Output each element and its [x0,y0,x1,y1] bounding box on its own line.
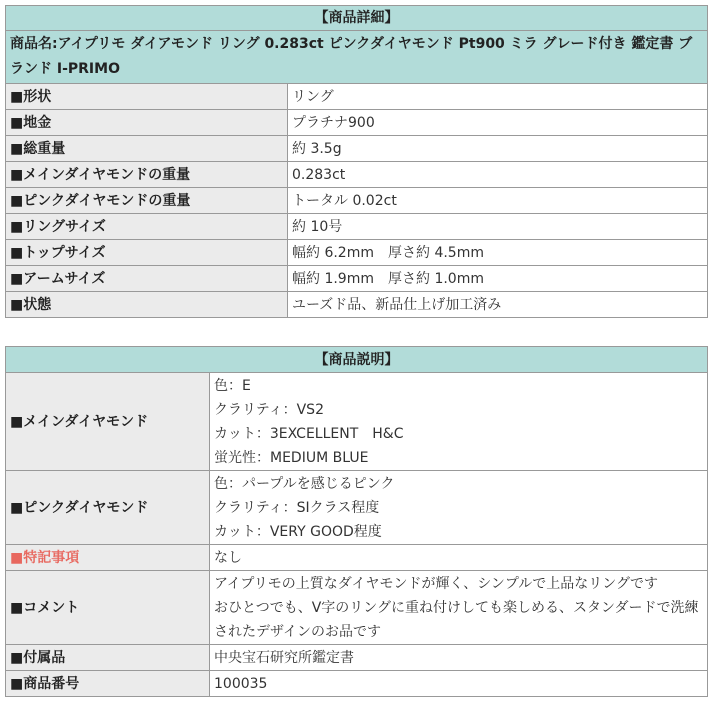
detail-value: 約 3.5g [288,136,708,162]
detail-row-condition [6,292,708,318]
product-details-table [5,5,708,318]
pink-diamond-row [6,471,708,545]
detail-value: 0.283ct [288,162,708,188]
detail-label: ■形状 [6,84,288,110]
main-diamond-clarity: クラリティ：VS2 [214,401,324,418]
comment-line: おひとつでも、V字のリングに重ね付けしても楽しめる、スタンダードで洗練されたデザインのお品です [214,599,699,640]
detail-label: ■ピンクダイヤモンドの重量 [6,188,288,214]
detail-row-arm-size [6,266,708,292]
special-notes-label: ■特記事項 [6,545,210,571]
accessories-row [6,645,708,671]
detail-value: 幅約 1.9mm 厚さ約 1.0mm [288,266,708,292]
detail-row-ring-size [6,214,708,240]
product-description-table [5,346,708,697]
detail-row-main-diamond-weight [6,162,708,188]
details-header: 【商品詳細】 [6,6,708,31]
comment-line: アイプリモの上質なダイヤモンドが輝く、シンプルで上品なリングです [214,575,659,592]
detail-row-total-weight [6,136,708,162]
product-name: 商品名:アイプリモ ダイアモンド リング 0.283ct ピンクダイヤモンド Pt900 ミラ グレード付き 鑑定書 ブランド I-PRIMO [6,31,708,84]
main-diamond-fluorescence: 蛍光性：MEDIUM BLUE [214,449,369,466]
pink-diamond-details [210,471,708,545]
detail-label: ■メインダイヤモンドの重量 [6,162,288,188]
pink-diamond-cut: カット：VERY GOOD程度 [214,523,382,540]
comment-row [6,571,708,645]
detail-value: 約 10号 [288,214,708,240]
main-diamond-details [210,373,708,471]
pink-diamond-clarity: クラリティ：SIクラス程度 [214,499,380,516]
product-number-row [6,671,708,697]
detail-value: ユーズド品、新品仕上げ加工済み [288,292,708,318]
comment-text [210,571,708,645]
main-diamond-cut: カット：3EXCELLENT H&C [214,425,404,442]
detail-row-metal [6,110,708,136]
detail-row-pink-diamond-weight [6,188,708,214]
comment-label: ■コメント [6,571,210,645]
description-header: 【商品説明】 [6,347,708,373]
main-diamond-color: 色：E [214,377,251,394]
detail-label: ■アームサイズ [6,266,288,292]
detail-value: リング [288,84,708,110]
special-notes-row [6,545,708,571]
special-notes-value: なし [210,545,708,571]
detail-label: ■状態 [6,292,288,318]
detail-value: トータル 0.02ct [288,188,708,214]
detail-label: ■トップサイズ [6,240,288,266]
product-number-label: ■商品番号 [6,671,210,697]
detail-row-shape [6,84,708,110]
accessories-value: 中央宝石研究所鑑定書 [210,645,708,671]
product-number-value: 100035 [210,671,708,697]
accessories-label: ■付属品 [6,645,210,671]
detail-row-top-size [6,240,708,266]
pink-diamond-label: ■ピンクダイヤモンド [6,471,210,545]
detail-label: ■地金 [6,110,288,136]
main-diamond-label: ■メインダイヤモンド [6,373,210,471]
pink-diamond-color: 色：パープルを感じるピンク [214,475,395,492]
detail-label: ■総重量 [6,136,288,162]
detail-value: 幅約 6.2mm 厚さ約 4.5mm [288,240,708,266]
detail-label: ■リングサイズ [6,214,288,240]
detail-value: プラチナ900 [288,110,708,136]
main-diamond-row [6,373,708,471]
